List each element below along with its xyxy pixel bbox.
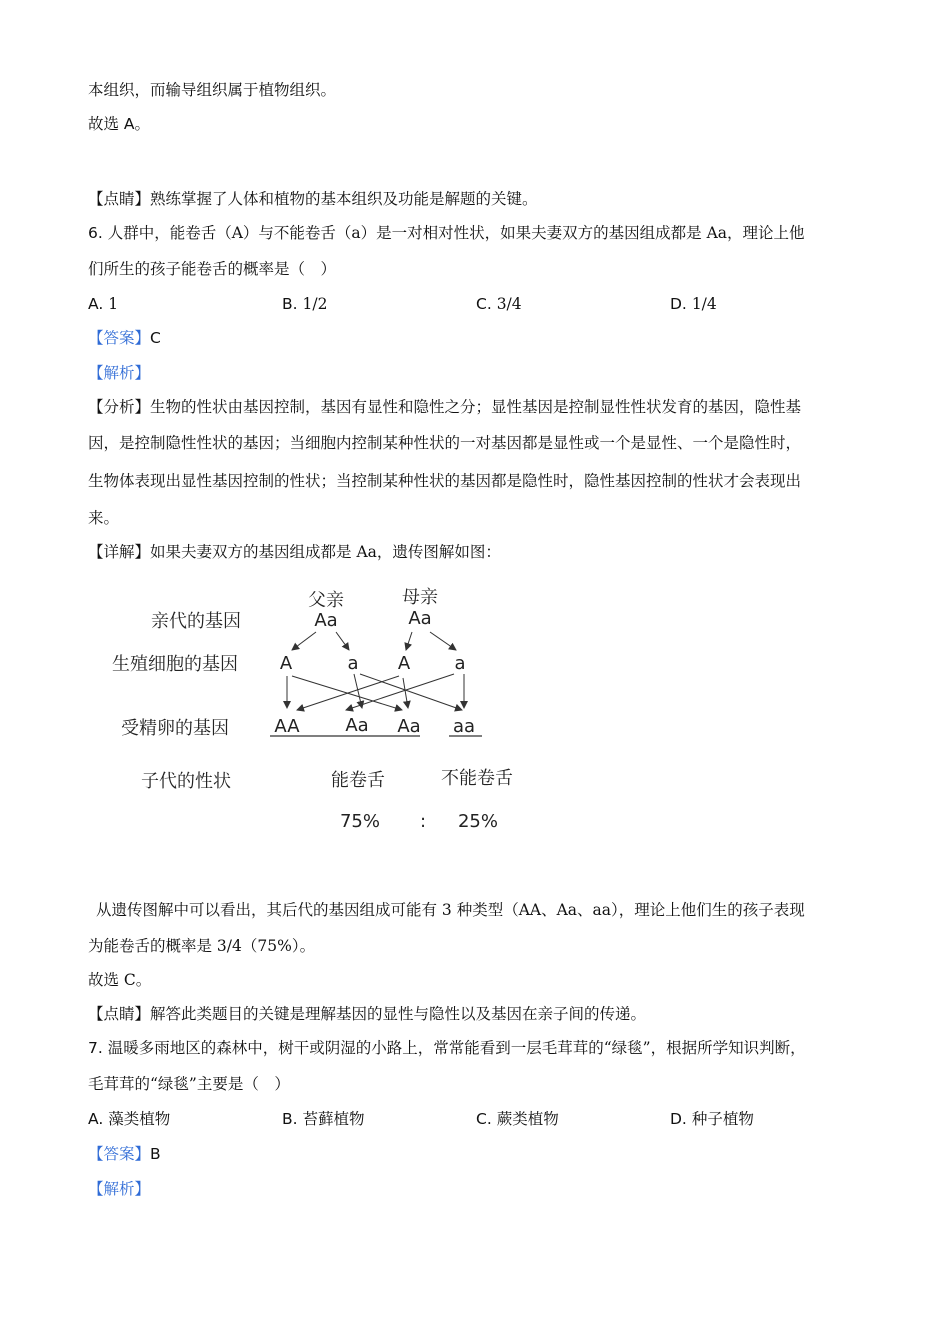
gamete-mother-a: a — [454, 653, 466, 674]
q6-fenxi-line-2: 因，是控制隐性性状的基因；当细胞内控制某种性状的一对基因都是显性或一个是显性、一个是隐性时， — [88, 434, 802, 452]
option-letter: D. — [670, 1110, 687, 1128]
father-genotype: Aa — [314, 610, 338, 631]
zygote-aa: aa — [452, 716, 476, 737]
option-text: 1 — [108, 295, 119, 313]
option-text: 藻类植物 — [108, 1110, 171, 1128]
fenxi-text-1: 生物的性状由基因控制，基因有显性和隐性之分；显性基因是控制显性性状发育的基因，隐性基 — [150, 398, 802, 416]
answer-value: B — [150, 1145, 161, 1163]
xiangjie-tag: 【详解】 — [88, 543, 151, 561]
q7-jiexi-tag: 【解析】 — [88, 1180, 151, 1198]
gamete-father-A: A — [279, 653, 293, 674]
option-text: 3/4 — [496, 295, 522, 313]
q6-conclusion-line-2: 为能卷舌的概率是 3/4（75%）。 — [88, 937, 316, 955]
option-letter: B. — [282, 1110, 298, 1128]
q6-fenxi-line-4: 来。 — [88, 509, 120, 527]
q7-stem-text-1: 温暖多雨地区的森林中，树干或阴湿的小路上，常常能看到一层毛茸茸的“绿毯”，根据所学知识判断， — [107, 1039, 806, 1057]
answer-tag: 【答案】 — [88, 1145, 151, 1163]
arrow-father-to-a — [336, 632, 349, 650]
dianjing-text: 解答此类题目的关键是理解基因的显性与隐性以及基因在亲子间的传递。 — [150, 1005, 647, 1023]
option-text: 1/2 — [302, 295, 328, 313]
q7-option-c — [476, 1109, 559, 1129]
zygote-Aa-1: Aa — [345, 715, 369, 736]
q6-fenxi-line-3: 生物体表现出显性基因控制的性状；当控制某种性状的基因都是隐性时，隐性基因控制的性状才会表现出 — [88, 472, 802, 490]
q7-number: 7. — [88, 1039, 103, 1057]
row-label-zygotes: 受精卵的基因 — [121, 718, 229, 739]
q7-option-a — [88, 1109, 170, 1129]
arrow-mothera-to-Aa — [346, 674, 454, 710]
q6-stem-text-1: 人群中，能卷舌（A）与不能卷舌（a）是一对相对性状，如果夫妻双方的基因组成都是 Aa，理论上他 — [107, 224, 805, 242]
answer-tag: 【答案】 — [88, 329, 151, 347]
dianjing-text: 熟练掌握了人体和植物的基本组织及功能是解题的关键。 — [150, 190, 538, 208]
option-letter: C. — [476, 1110, 492, 1128]
row-label-parents: 亲代的基因 — [151, 611, 241, 632]
option-text: 1/4 — [691, 295, 717, 313]
arrow-mother-to-A — [406, 632, 412, 650]
ratio-separator: : — [419, 811, 427, 832]
prev-dianjing — [88, 189, 538, 209]
q7-stem-line-1 — [88, 1038, 806, 1058]
dianjing-tag: 【点睛】 — [88, 190, 151, 208]
arrow-father-to-A — [292, 632, 316, 650]
q6-number: 6. — [88, 224, 103, 242]
q6-dianjing — [88, 1004, 646, 1024]
mother-genotype: Aa — [408, 608, 432, 629]
q7-stem-line-2: 毛茸茸的“绿毯”主要是（ ） — [88, 1075, 290, 1093]
q6-option-c — [476, 294, 522, 314]
trait-dominant: 能卷舌 — [331, 770, 385, 791]
option-text: 苔藓植物 — [302, 1110, 365, 1128]
q6-jiexi-tag: 【解析】 — [88, 364, 151, 382]
option-text: 种子植物 — [691, 1110, 754, 1128]
gamete-mother-A: A — [397, 653, 411, 674]
prev-explain-line-1: 本组织，而输导组织属于植物组织。 — [88, 81, 337, 99]
q6-choose-line: 故选 C。 — [88, 971, 152, 989]
q6-option-a — [88, 294, 118, 314]
prev-choose-line: 故选 A。 — [88, 115, 151, 133]
q6-option-d — [670, 294, 717, 314]
arrow-motherA-to-AA — [297, 676, 399, 710]
option-letter: B. — [282, 295, 298, 313]
q6-conclusion-line-1: 从遗传图解中可以看出，其后代的基因组成可能有 3 种类型（AA、Aa、aa），理论上他们生的孩子表现 — [96, 901, 805, 919]
dianjing-tag: 【点睛】 — [88, 1005, 151, 1023]
option-letter: D. — [670, 295, 687, 313]
arrow-a-to-aa — [360, 674, 462, 710]
option-text: 蕨类植物 — [496, 1110, 559, 1128]
answer-value: C — [150, 329, 161, 347]
trait-recessive: 不能卷舌 — [441, 768, 513, 789]
row-label-gametes: 生殖细胞的基因 — [112, 654, 238, 675]
father-label: 父亲 — [308, 590, 344, 611]
mother-label: 母亲 — [402, 587, 438, 608]
q6-xiangjie — [88, 542, 501, 562]
q6-stem-line-2: 们所生的孩子能卷舌的概率是（ ） — [88, 260, 337, 278]
q7-option-b — [282, 1109, 365, 1129]
q6-stem-line-1 — [88, 223, 805, 243]
genetic-cross-diagram — [0, 570, 950, 850]
q7-answer — [88, 1144, 161, 1164]
q6-option-b — [282, 294, 327, 314]
percent-dominant: 75% — [339, 811, 381, 832]
q6-answer — [88, 328, 161, 348]
zygote-AA: AA — [274, 716, 300, 737]
percent-recessive: 25% — [457, 811, 499, 832]
arrow-motherA-to-Aa — [403, 678, 408, 708]
xiangjie-text: 如果夫妻双方的基因组成都是 Aa，遗传图解如图： — [150, 543, 501, 561]
q6-fenxi-line-1 — [88, 397, 801, 417]
gamete-father-a: a — [347, 653, 359, 674]
option-letter: A. — [88, 1110, 104, 1128]
fenxi-tag: 【分析】 — [88, 398, 151, 416]
q7-option-d — [670, 1109, 754, 1129]
arrow-mother-to-a — [430, 632, 456, 650]
row-label-traits: 子代的性状 — [141, 771, 231, 792]
option-letter: A. — [88, 295, 104, 313]
option-letter: C. — [476, 295, 492, 313]
zygote-Aa-2: Aa — [397, 716, 421, 737]
